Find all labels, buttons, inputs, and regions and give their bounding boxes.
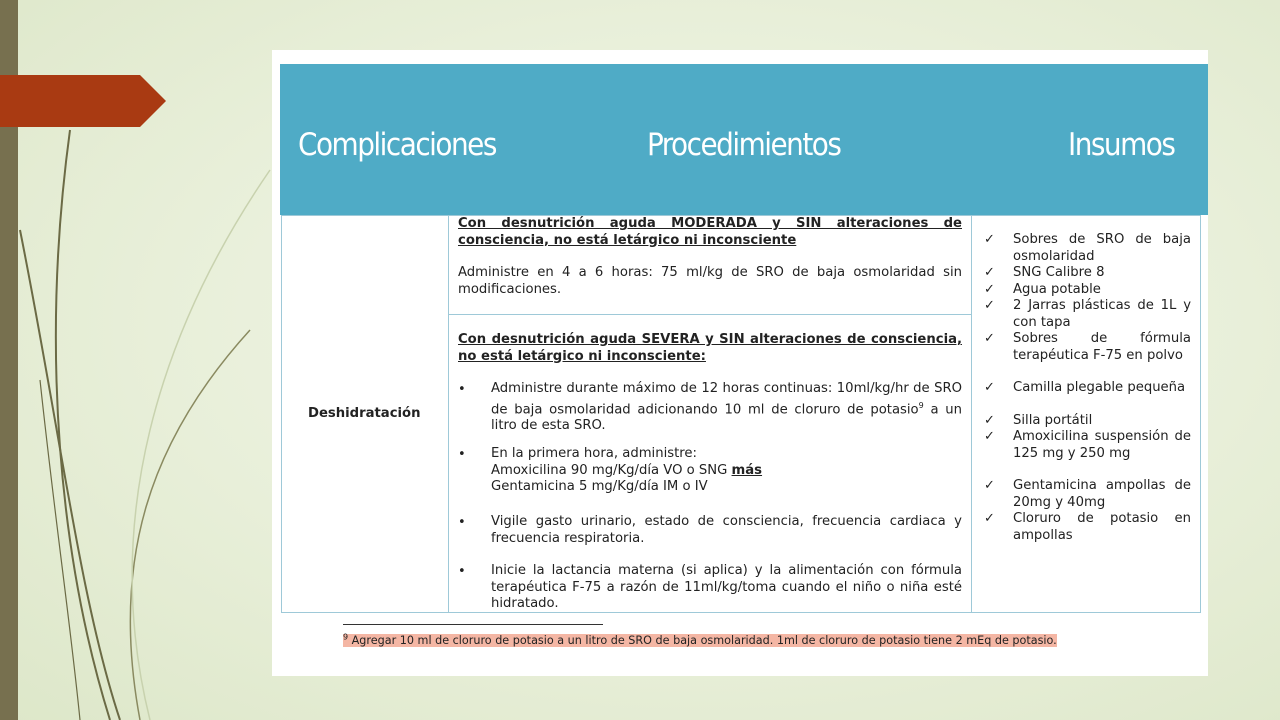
bullet-marker: • (458, 382, 466, 397)
severe-bullet-2: En la primera hora, administre: Amoxicilina 90 mg/Kg/día VO o SNG más Gentamicina 5 mg/Kg/día IM o IV (491, 446, 763, 494)
column-divider (971, 216, 972, 612)
supply-item: Camilla plegable pequeña (1013, 380, 1186, 395)
check-icon: ✓ (984, 232, 995, 247)
check-icon: ✓ (984, 331, 995, 346)
check-icon: ✓ (984, 282, 995, 297)
check-icon: ✓ (984, 380, 995, 395)
bullet-marker: • (458, 564, 466, 579)
complication-label: Deshidratación (308, 406, 421, 421)
supply-item: Sobres de fórmula terapéutica F-75 en polvo (1013, 331, 1191, 363)
check-icon: ✓ (984, 413, 995, 428)
footnote-separator (343, 624, 603, 625)
header-insumos: Insumos (1068, 127, 1175, 163)
supply-item: Silla portátil (1013, 413, 1093, 428)
bullet-marker: • (458, 515, 466, 530)
supply-item: Sobres de SRO de baja osmolaridad (1013, 232, 1191, 264)
severe-bullet-3: Vigile gasto urinario, estado de consciencia, frecuencia cardiaca y frecuencia respiratoria. (491, 514, 962, 546)
header-procedimientos: Procedimientos (647, 127, 841, 163)
table-header-banner (280, 64, 1208, 215)
check-icon: ✓ (984, 298, 995, 313)
check-icon: ✓ (984, 429, 995, 444)
check-icon: ✓ (984, 478, 995, 493)
bullet-marker: • (458, 447, 466, 462)
severe-bullet-4: Inicie la lactancia materna (si aplica) y la alimentación con fórmula terapéutica F-75 a razón de 11ml/kg/toma cuando el niño o niña esté hidratado. (491, 563, 962, 611)
decorative-curves (0, 0, 300, 720)
supply-item: Cloruro de potasio en ampollas (1013, 511, 1191, 543)
severe-heading: Con desnutrición aguda SEVERA y SIN alteraciones de consciencia, no está letárgico ni inconsciente: (458, 332, 962, 364)
column-divider (448, 216, 449, 612)
supply-item: Amoxicilina suspensión de 125 mg y 250 mg (1013, 429, 1191, 461)
supply-item: SNG Calibre 8 (1013, 265, 1105, 280)
row-divider (448, 314, 972, 315)
protocol-table (281, 215, 1201, 613)
supply-item: 2 Jarras plásticas de 1L y con tapa (1013, 298, 1191, 330)
moderate-text: Administre en 4 a 6 horas: 75 ml/kg de SRO de baja osmolaridad sin modificaciones. (458, 265, 962, 297)
severe-bullet-1: Administre durante máximo de 12 horas continuas: 10ml/kg/hr de SRO de baja osmolaridad adicionando 10 ml de cloruro de potasio$^9$ a un litro de esta SRO. (491, 381, 962, 434)
moderate-heading: Con desnutrición aguda MODERADA y SIN alteraciones de consciencia, no está letárgico ni inconsciente (458, 216, 962, 248)
supply-item: Gentamicina ampollas de 20mg y 40mg (1013, 478, 1191, 510)
check-icon: ✓ (984, 511, 995, 526)
header-complicaciones: Complicaciones (298, 127, 496, 163)
check-icon: ✓ (984, 265, 995, 280)
document-image (272, 50, 1208, 676)
footnote: $^9$ Agregar 10 ml de cloruro de potasio a un litro de SRO de baja osmolaridad. 1ml de cloruro de potasio tiene 2 mEq de potasio. (343, 632, 1057, 647)
supply-item: Agua potable (1013, 282, 1101, 297)
